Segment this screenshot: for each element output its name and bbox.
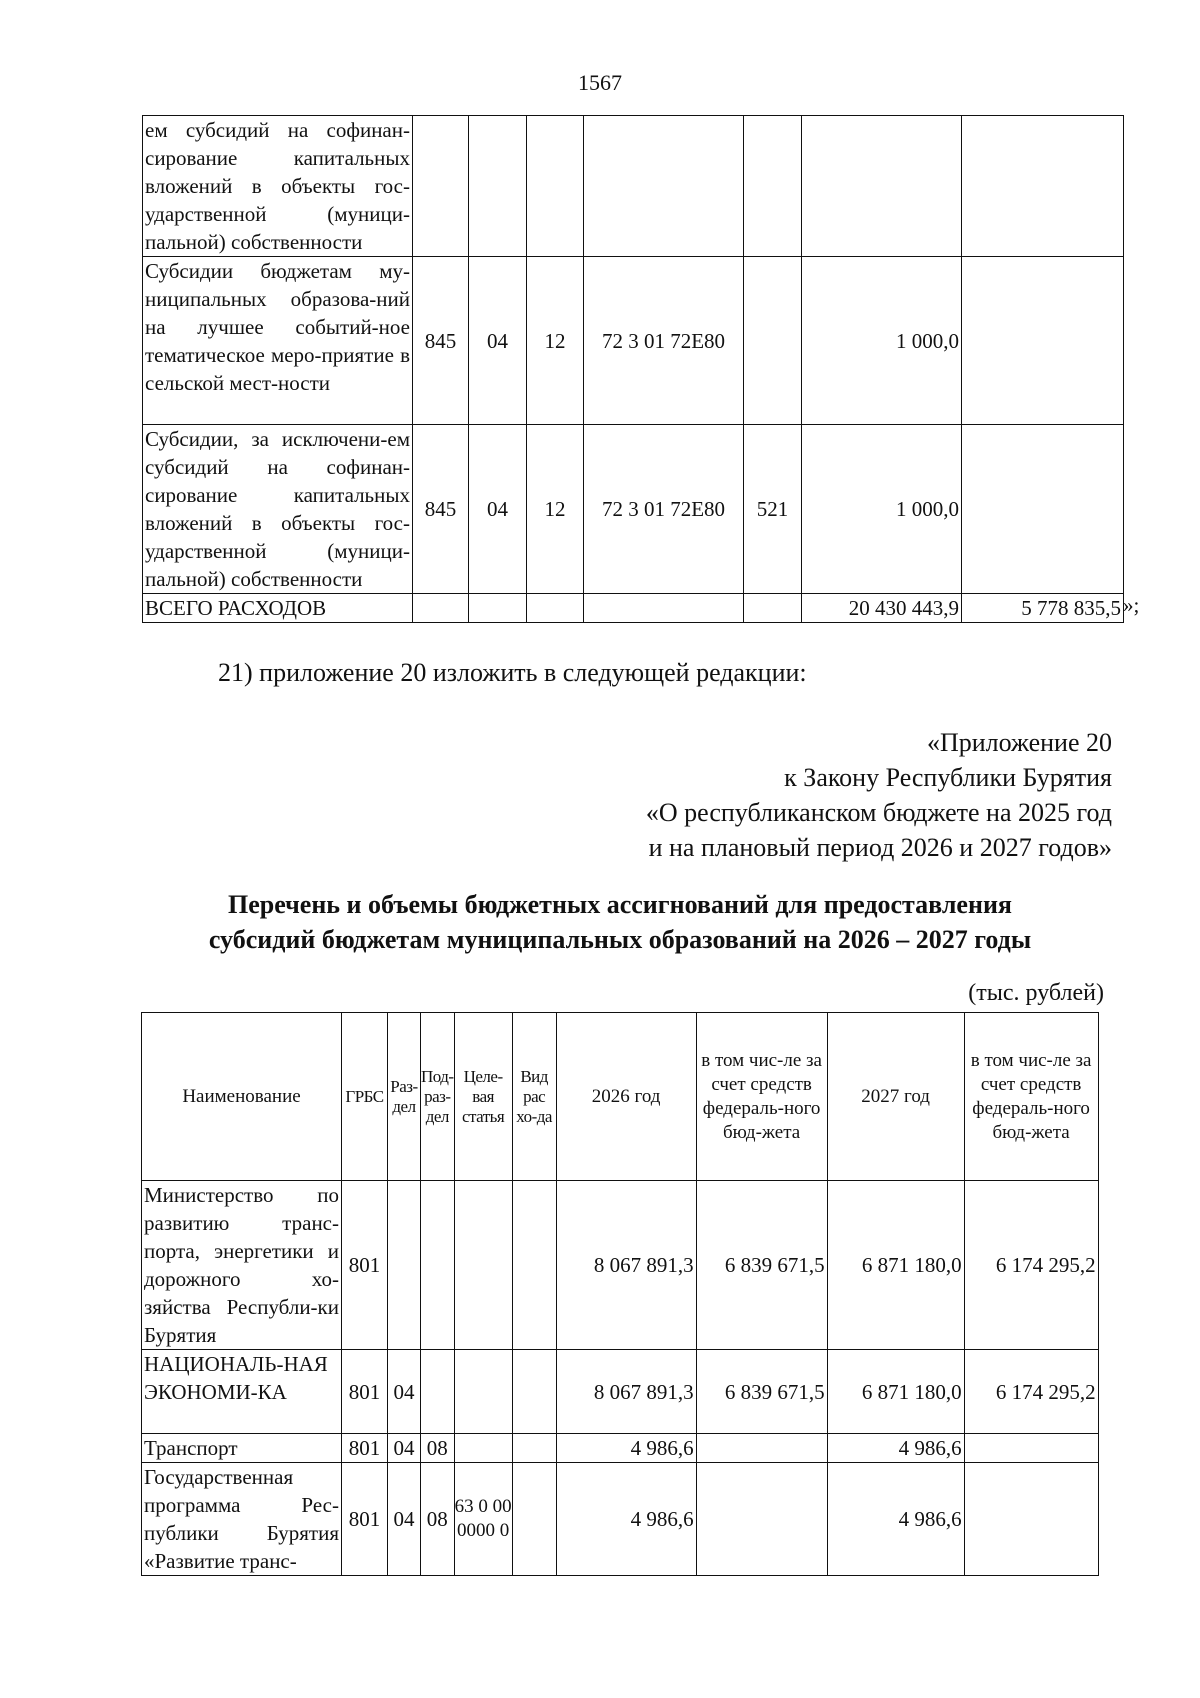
title-line: Перечень и объемы бюджетных ассигнований для предоставления — [228, 890, 1012, 919]
title-line: субсидий бюджетам муниципальных образований на 2026 – 2027 годы — [208, 925, 1032, 954]
cell-federal-2026 — [696, 1434, 827, 1463]
cell-target-article — [454, 1434, 512, 1463]
cell-target-article: 72 3 01 72Е80 — [584, 257, 744, 425]
appendix-header — [646, 725, 1112, 865]
header-federal-2027: в том чис-ле за счет средств федераль-ного бюд-жета — [964, 1013, 1098, 1181]
header-2026: 2026 год — [556, 1013, 696, 1181]
cell-sum — [802, 116, 962, 257]
table-row — [143, 257, 1124, 425]
cell-sum: 1 000,0 — [802, 257, 962, 425]
cell-2026: 8 067 891,3 — [556, 1350, 696, 1434]
cell-federal-2026: 6 839 671,5 — [696, 1181, 827, 1350]
cell-expense-type — [744, 257, 802, 425]
table-row — [142, 1434, 1099, 1463]
cell-razdel: 04 — [469, 425, 527, 594]
cell-federal-2027: 6 174 295,2 — [964, 1350, 1098, 1434]
cell-grbs: 845 — [413, 425, 469, 594]
cell-grbs: 801 — [342, 1434, 388, 1463]
cell-expense-type: 521 — [744, 425, 802, 594]
cell-podrazdel: 08 — [421, 1463, 455, 1576]
cell-grbs: 801 — [342, 1350, 388, 1434]
cell-2026: 4 986,6 — [556, 1463, 696, 1576]
cell-podrazdel: 12 — [527, 257, 584, 425]
cell-podrazdel — [421, 1350, 455, 1434]
cell-razdel: 04 — [388, 1350, 421, 1434]
header-podrazdel: Под-раз-дел — [421, 1013, 455, 1181]
cell-razdel: 04 — [469, 257, 527, 425]
cell-sum: 1 000,0 — [802, 425, 962, 594]
cell-grbs — [413, 116, 469, 257]
cell-grbs: 845 — [413, 257, 469, 425]
cell-2027: 4 986,6 — [827, 1434, 964, 1463]
instruction-text: 21) приложение 20 изложить в следующей редакции: — [218, 658, 807, 687]
cell-razdel: 04 — [388, 1463, 421, 1576]
cell-razdel — [469, 594, 527, 623]
cell-podrazdel — [527, 116, 584, 257]
table-row — [143, 425, 1124, 594]
unit-label: (тыс. рублей) — [968, 980, 1104, 1006]
cell-federal-2027 — [964, 1434, 1098, 1463]
row-name: ем субсидий на софинан-сирование капитальных вложений в объекты гос-ударственной (муници-пальной) собственности — [143, 116, 413, 257]
cell-target-article — [454, 1181, 512, 1350]
row-name: Транспорт — [142, 1434, 342, 1463]
cell-target-article — [454, 1350, 512, 1434]
header-expense-type: Вид рас хо-да — [512, 1013, 556, 1181]
cell-expense-type — [512, 1350, 556, 1434]
row-name: Субсидии, за исключени-ем субсидий на софинан-сирование капитальных вложений в объекты гос-ударственной (муници-пальной) собственности — [143, 425, 413, 594]
header-target-article: Целе-вая статья — [454, 1013, 512, 1181]
appendix-line: «Приложение 20 — [926, 728, 1112, 757]
cell-expense-type — [512, 1463, 556, 1576]
table-header-row — [142, 1013, 1099, 1181]
cell-sum: 20 430 443,9 — [802, 594, 962, 623]
cell-federal-sum — [962, 257, 1124, 425]
cell-2026: 4 986,6 — [556, 1434, 696, 1463]
appendix-line: «О республиканском бюджете на 2025 год — [645, 798, 1112, 827]
expenditure-table-continued — [142, 115, 1124, 623]
header-federal-2026: в том чис-ле за счет средств федераль-ного бюд-жета — [696, 1013, 827, 1181]
table-row — [142, 1350, 1099, 1434]
table-row — [143, 116, 1124, 257]
cell-federal-sum — [962, 116, 1124, 257]
cell-podrazdel — [421, 1181, 455, 1350]
header-2027: 2027 год — [827, 1013, 964, 1181]
document-title — [140, 887, 1100, 957]
cell-target-article — [584, 594, 744, 623]
cell-target-article: 72 3 01 72Е80 — [584, 425, 744, 594]
cell-grbs — [413, 594, 469, 623]
cell-2027: 6 871 180,0 — [827, 1350, 964, 1434]
cell-grbs: 801 — [342, 1181, 388, 1350]
header-razdel: Раз-дел — [388, 1013, 421, 1181]
cell-2026: 8 067 891,3 — [556, 1181, 696, 1350]
cell-podrazdel: 12 — [527, 425, 584, 594]
header-name: Наименование — [142, 1013, 342, 1181]
cell-expense-type — [512, 1434, 556, 1463]
cell-federal-2027 — [964, 1463, 1098, 1576]
row-name: Министерство по развитию транс-порта, энергетики и дорожного хо-зяйства Республи-ки Бурятия — [142, 1181, 342, 1350]
closing-quote: »; — [1123, 593, 1140, 617]
cell-target-article — [584, 116, 744, 257]
cell-federal-sum: 5 778 835,5 — [962, 594, 1124, 623]
subsidies-table — [141, 1012, 1099, 1576]
cell-razdel — [469, 116, 527, 257]
table-row — [142, 1463, 1099, 1576]
header-grbs: ГРБС — [342, 1013, 388, 1181]
cell-podrazdel: 08 — [421, 1434, 455, 1463]
cell-2027: 4 986,6 — [827, 1463, 964, 1576]
row-name: Субсидии бюджетам му-ниципальных образова-ний на лучшее событий-ное тематическое меро-приятие в сельской мест-ности — [143, 257, 413, 425]
page-number: 1567 — [578, 70, 622, 95]
cell-federal-2026: 6 839 671,5 — [696, 1350, 827, 1434]
table-row — [142, 1181, 1099, 1350]
appendix-line: к Закону Республики Бурятия — [784, 763, 1112, 792]
cell-target-article: 63 0 00 0000 0 — [454, 1463, 512, 1576]
appendix-line: и на плановый период 2026 и 2027 годов» — [648, 833, 1112, 862]
cell-expense-type — [744, 116, 802, 257]
cell-federal-2027: 6 174 295,2 — [964, 1181, 1098, 1350]
cell-grbs: 801 — [342, 1463, 388, 1576]
row-name: НАЦИОНАЛЬ-НАЯ ЭКОНОМИ-КА — [142, 1350, 342, 1434]
cell-podrazdel — [527, 594, 584, 623]
cell-expense-type — [512, 1181, 556, 1350]
cell-federal-sum — [962, 425, 1124, 594]
cell-razdel: 04 — [388, 1434, 421, 1463]
table-row-total — [143, 594, 1124, 623]
row-name: ВСЕГО РАСХОДОВ — [143, 594, 413, 623]
row-name: Государственная программа Рес-публики Бурятия «Развитие транс- — [142, 1463, 342, 1576]
cell-razdel — [388, 1181, 421, 1350]
cell-expense-type — [744, 594, 802, 623]
cell-2027: 6 871 180,0 — [827, 1181, 964, 1350]
cell-federal-2026 — [696, 1463, 827, 1576]
